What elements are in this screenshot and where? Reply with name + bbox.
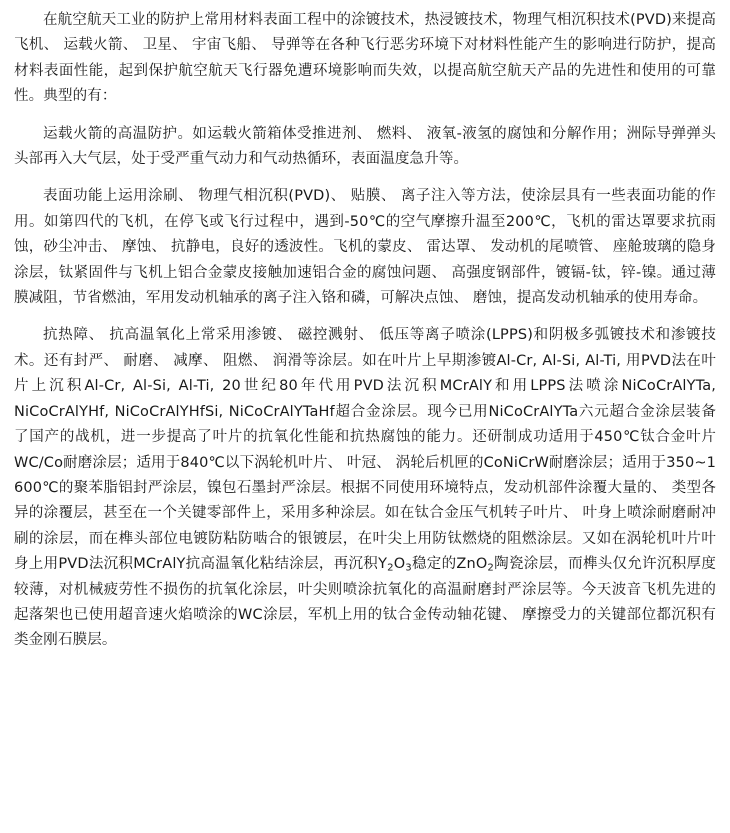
formula-zno: 稳定的ZnO <box>411 556 488 573</box>
subscript-y2: 2 <box>387 562 394 574</box>
paragraph-intro: 在航空航天工业的防护上常用材料表面工程中的涂镀技术，热浸镀技术，物理气相沉积技术(PVD)来提高飞机、 运载火箭、 卫星、 宇宙飞船、 导弹等在各种飞行恶劣环境下对材料性能产生的影响进行防护，提高材料表面性能，起到保护航空航天飞行器免遭环境影响而失效，以提高航空航天产品的先进性和使用的可靠性。典型的有： <box>14 12 716 105</box>
paragraph-thermal-barrier <box>14 323 716 653</box>
subscript-o2: 2 <box>487 562 494 574</box>
subscript-o3: 3 <box>405 562 412 574</box>
paragraph-surface-function: 表面功能上运用涂刷、 物理气相沉积(PVD)、 贴膜、 离子注入等方法，使涂层具有一些表面功能的作用。如第四代的飞机，在停飞或飞行过程中，遇到-50℃的空气摩擦升温至200℃，飞机的雷达罩要求抗雨蚀，砂尘冲击、 摩蚀、 抗静电，良好的透波性。飞机的蒙皮、 雷达罩、 发动机的尾喷管、 座舱玻璃的隐身涂层，钛紧固件与飞机上铝合金蒙皮接触加速铝合金的腐蚀问题、 高强度钢部件，镀镉-钛，锌-镍。通过薄膜减阻，节省燃油，军用发动机轴承的离子注入铬和磷，可解决点蚀、 磨蚀，提高发动机轴承的使用寿命。 <box>14 188 716 307</box>
paragraph-rocket-protection: 运载火箭的高温防护。如运载火箭箱体受推进剂、 燃料、 液氧-液氢的腐蚀和分解作用；洲际导弹弹头头部再入大气层，处于受严重气动力和气动热循环，表面温度急升等。 <box>14 125 716 168</box>
formula-oxygen: O <box>393 556 406 573</box>
paragraph-thermal-barrier-part2: 陶瓷涂层，而榫头仅允许沉积厚度较薄，对机械疲劳性不损伤的抗氧化涂层，叶尖则喷涂抗氧化的高温耐磨封严涂层等。今天波音飞机先进的起落架也已使用超音速火焰喷涂的WC涂层，军机上用的钛合金传动轴花键、 摩擦受力的关键部位都沉积有类金刚石膜层。 <box>14 556 717 649</box>
document-body <box>14 8 716 654</box>
paragraph-thermal-barrier-part1: 抗热障、 抗高温氧化上常采用渗镀、 磁控溅射、 低压等离子喷涂(LPPS)和阴极多弧镀技术和渗镀技术。还有封严、 耐磨、 减摩、 阻燃、 润滑等涂层。如在叶片上早期渗镀Al-Cr, Al-Si, Al-Ti, 用PVD法在叶片上沉积Al-Cr, Al-Si, Al-Ti, 20世纪80年代用PVD法沉积MCrAlY和用LPPS法喷涂NiCoCrAlYTa, NiCoCrAlYHf, NiCoCrAlYHfSi, NiCoCrAlYTaHf超合金涂层。现今已用NiCoCrAlYTa六元超合金涂层装备了国产的战机，进一步提高了叶片的抗氧化性能和抗热腐蚀的能力。还研制成功适用于450℃钛合金叶片WC/Co耐磨涂层；适用于840℃以下涡轮机叶片、 叶冠、 涡轮后机匣的CoNiCrW耐磨涂层；适用于350~1 600℃的聚苯脂铝封严涂层，镍包石墨封严涂层。根据不同使用环境特点，发动机部件涂覆大量的、 类型各异的涂覆层，甚至在一个关键零部件上，采用多种涂层。如在钛合金压气机转子叶片、 叶身上喷涂耐磨耐冲刷的涂层，而在榫头部位电镀防粘防啮合的银镀层，在叶尖上用防钛燃烧的阻燃涂层。又如在涡轮机叶片叶身上用PVD法沉积MCrAlY抗高温氧化粘结涂层，再沉积Y <box>14 327 716 573</box>
